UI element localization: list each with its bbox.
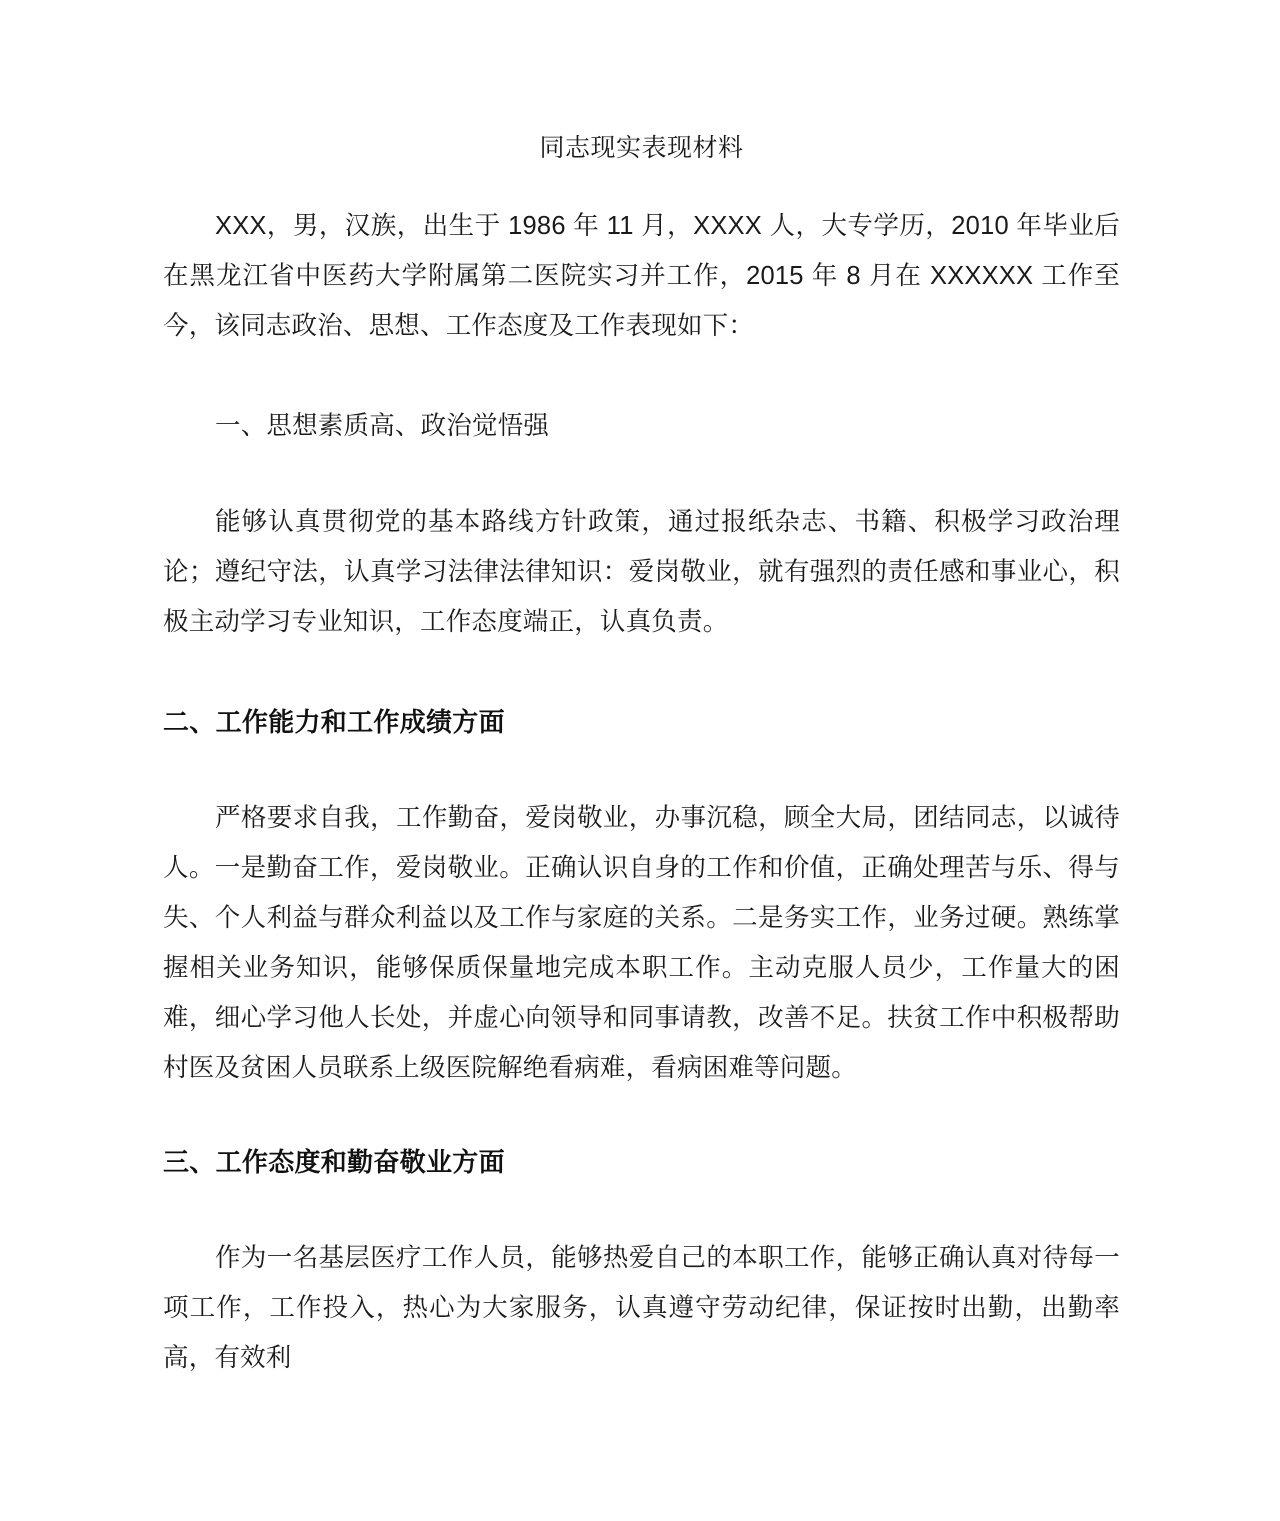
paragraph-spacer-4 bbox=[163, 747, 1120, 793]
section-one-body: 能够认真贯彻党的基本路线方针政策，通过报纸杂志、书籍、积极学习政治理论；遵纪守法，认真学习法律法律知识：爱岗敬业，就有强烈的责任感和事业心，积极主动学习专业知识，工作态度端正，认真负责。 bbox=[163, 508, 1120, 636]
section-two-body: 严格要求自我，工作勤奋，爱岗敬业，办事沉稳，顾全大局，团结同志，以诚待人。一是勤奋工作，爱岗敬业。正确认识自身的工作和价值，正确处理苦与乐、得与失、个人利益与群众利益以及工作与家庭的关系。二是务实工作，业务过硬。熟练掌握相关业务知识，能够保质保量地完成本职工作。主动克服人员少，工作量大的困难，细心学习他人长处，并虚心向领导和同事请教，改善不足。扶贫工作中积极帮助村医及贫困人员联系上级医院解绝看病难，看病困难等问题。 bbox=[163, 804, 1120, 1082]
title-gap-spacer bbox=[163, 163, 1120, 201]
section-heading-two: 二、工作能力和工作成绩方面 bbox=[163, 707, 505, 737]
document-body bbox=[163, 0, 1120, 1383]
paragraph-spacer-1 bbox=[163, 351, 1120, 401]
paragraph-spacer-6 bbox=[163, 1187, 1120, 1233]
page-title: 同志现实表现材料 bbox=[539, 134, 744, 162]
paragraph-spacer-5 bbox=[163, 1093, 1120, 1137]
paragraph-spacer-3 bbox=[163, 647, 1120, 697]
intro-paragraph: XXX，男，汉族，出生于 1986 年 11 月，XXXX 人，大专学历，2010 年毕业后在黑龙江省中医药大学附属第二医院实习并工作，2015 年 8 月在 XXXXXX 工作至今，该同志政治、思想、工作态度及工作表现如下： bbox=[163, 212, 1120, 340]
section-heading-one: 一、思想素质高、政治觉悟强 bbox=[215, 412, 550, 440]
section-heading-three: 三、工作态度和勤奋敬业方面 bbox=[163, 1147, 505, 1177]
paragraph-spacer-2 bbox=[163, 451, 1120, 497]
section-three-body: 作为一名基层医疗工作人员，能够热爱自己的本职工作，能够正确认真对待每一项工作，工作投入，热心为大家服务，认真遵守劳动纪律，保证按时出勤，出勤率高，有效利 bbox=[163, 1244, 1120, 1372]
